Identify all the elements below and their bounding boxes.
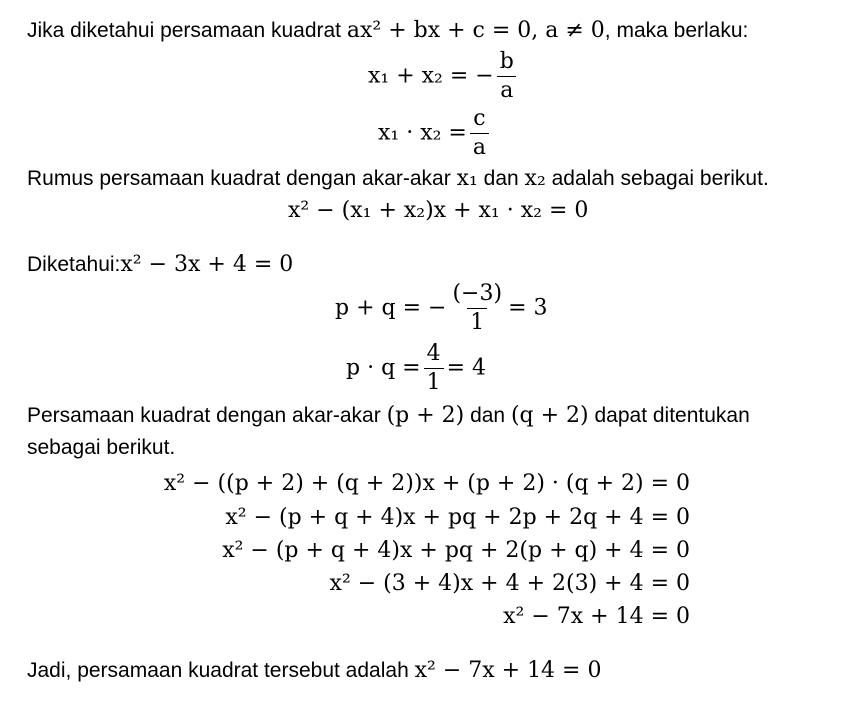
pq-product — [346, 340, 486, 397]
vieta-sum-numerator: b — [499, 49, 514, 74]
step-4: x² − (3 + 4)x + 4 + 2(3) + 4 = 0 — [329, 571, 690, 596]
rumus-text-c: adalah sebagai berikut. — [551, 167, 769, 190]
pq-sum-rhs: = 3 — [508, 295, 548, 321]
vieta-product-fraction — [470, 105, 489, 162]
intro-line — [27, 18, 748, 43]
rumus-formula: x² − (x₁ + x₂)x + x₁ · x₂ = 0 — [288, 198, 589, 223]
vieta-product-lhs: x₁ · x₂ = — [378, 120, 467, 146]
diketahui-formula: x² − 3x + 4 = 0 — [120, 252, 294, 277]
vieta-sum-lhs: x₁ + x₂ = − — [368, 63, 494, 89]
rumus-text-a: Rumus persamaan kuadrat dengan akar-akar — [27, 167, 451, 190]
persamaan-root-1: (p + 2) — [386, 403, 465, 428]
pq-product-denominator: 1 — [424, 368, 444, 397]
vieta-product — [378, 105, 492, 162]
pq-product-rhs: = 4 — [446, 355, 487, 381]
pq-product-numerator: 4 — [426, 341, 441, 366]
conclusion-line — [27, 658, 601, 683]
pq-sum-denominator: 1 — [467, 308, 487, 337]
pq-product-fraction — [424, 340, 444, 397]
step-5: x² − 7x + 14 = 0 — [503, 604, 690, 629]
intro-tail: , maka berlaku: — [604, 19, 749, 42]
pq-sum — [335, 280, 548, 337]
pq-sum-numerator: (−3) — [452, 281, 503, 306]
rumus-x2: x₂ — [524, 166, 546, 191]
persamaan-root-2: (q + 2) — [510, 403, 589, 428]
intro-text: Jika diketahui persamaan kuadrat — [27, 19, 342, 42]
vieta-sum — [368, 48, 520, 105]
intro-formula: ax² + bx + c = 0, a ≠ 0 — [346, 18, 605, 43]
step-2: x² − (p + q + 4)x + pq + 2p + 2q + 4 = 0 — [225, 505, 690, 530]
conclusion-text: Jadi, persamaan kuadrat tersebut adalah — [27, 659, 409, 682]
rumus-x1: x₁ — [456, 166, 478, 191]
step-1: x² − ((p + 2) + (q + 2))x + (p + 2) · (q + 2) = 0 — [163, 471, 690, 496]
pq-sum-lhs: p + q = − — [335, 295, 447, 321]
step-3: x² − (p + q + 4)x + pq + 2(p + q) + 4 = 0 — [222, 538, 690, 563]
persamaan-line-2: sebagai berikut. — [27, 436, 176, 459]
diketahui-line — [27, 252, 293, 277]
persamaan-text-a: Persamaan kuadrat dengan akar-akar — [27, 404, 381, 427]
persamaan-text-b: dan — [470, 404, 506, 427]
persamaan-line-1 — [27, 403, 750, 428]
vieta-product-numerator: c — [473, 106, 486, 131]
pq-sum-fraction — [449, 280, 505, 337]
pq-product-lhs: p · q = — [346, 355, 421, 381]
vieta-sum-fraction — [497, 48, 517, 105]
diketahui-label: Diketahui: — [27, 253, 121, 276]
conclusion-formula: x² − 7x + 14 = 0 — [414, 658, 602, 683]
vieta-sum-denominator: a — [497, 76, 516, 105]
rumus-line — [27, 166, 769, 191]
rumus-text-b: dan — [483, 167, 519, 190]
persamaan-text-c: dapat ditentukan — [594, 404, 750, 427]
vieta-product-denominator: a — [470, 133, 489, 162]
